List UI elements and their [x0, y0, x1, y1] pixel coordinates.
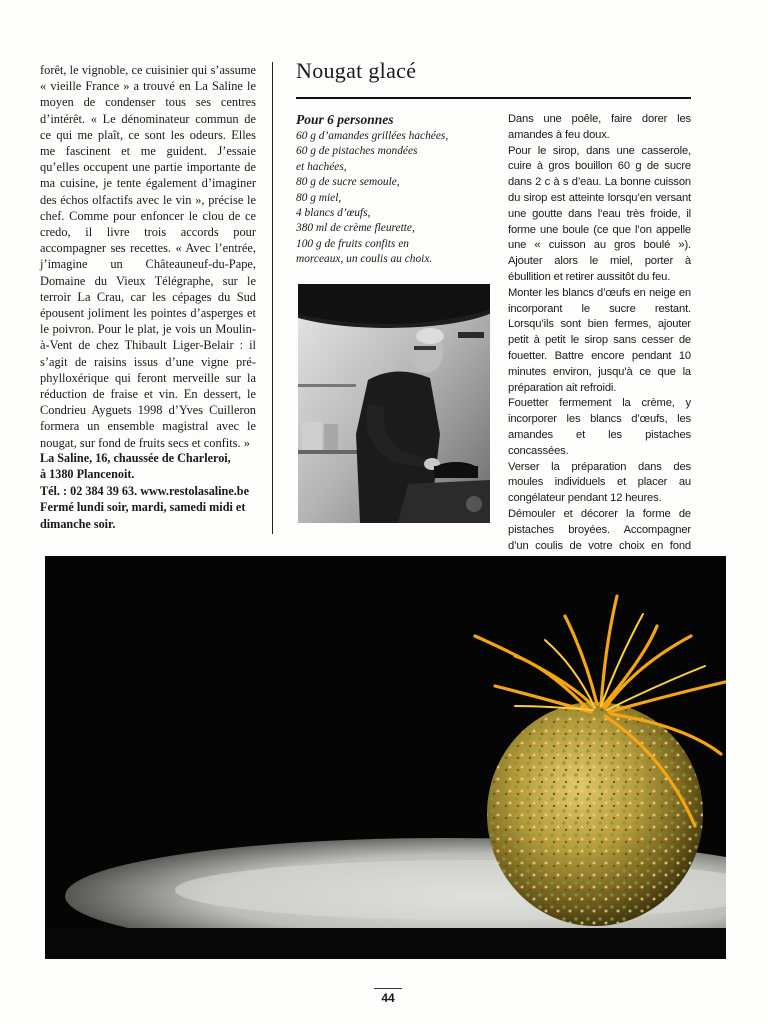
article-text: [40, 62, 256, 451]
instruction-step: Monter les blancs d’œufs en neige en incorporant le sucre restant. Lorsqu’ils sont bien fermes, ajouter petit à petit le sirop sans cesser de fouetter. Battre encore pendant 10 minutes environ, jusqu’à ce que la préparation ait refroidi.: [508, 286, 691, 394]
recipe-instructions: [508, 112, 691, 570]
address-line: dimanche soir.: [40, 516, 116, 531]
ingredient-line: 4 blancs d’œufs,: [296, 207, 371, 220]
chef-photo-graphic: [298, 284, 490, 523]
page-number-rule: [374, 988, 402, 989]
dessert-photo: [45, 556, 726, 959]
address-line: Fermé lundi soir, mardi, samedi midi et: [40, 500, 246, 515]
ingredient-line: 100 g de fruits confits en: [296, 237, 409, 250]
ingredient-line: et hachées,: [296, 160, 347, 173]
recipe-title: Nougat glacé: [296, 58, 417, 83]
instruction-step: Dans une poêle, faire dorer les amandes à feu doux.: [508, 113, 691, 141]
instruction-step: Démouler et décorer la forme de pistaches broyées. Accompagner d’un coulis de votre choix en fond: [508, 507, 691, 552]
servings-heading: Pour 6 personnes: [296, 112, 394, 127]
ingredient-line: 80 g miel,: [296, 191, 342, 204]
instruction-step: Fouetter fermement la crème, y incorporer les blancs d’œufs, les amandes et les pistaches concassées.: [508, 397, 691, 457]
page-number: 44: [381, 991, 395, 1005]
ingredient-line: 60 g de pistaches mondées: [296, 145, 418, 158]
ingredient-line: 80 g de sucre semoule,: [296, 176, 400, 189]
address-line: à 1380 Plancenoit.: [40, 467, 135, 482]
instruction-step: Pour le sirop, dans une casserole, cuire à gros bouillon 60 g de sucre dans 2 c à s d’eau. La bonne cuisson du sirop est atteinte lorsqu’en versant une goutte dans l’eau très froide, il forme une boule (ce que l’on appelle une « cuisson au gros boulé »). Ajouter alors le miel, porter à ébullition et retirer aussitôt du feu.: [508, 144, 691, 283]
ingredient-line: 60 g d’amandes grillées hachées,: [296, 130, 449, 142]
address-line: La Saline, 16, chaussée de Charleroi,: [40, 451, 231, 465]
article-paragraph: forêt, le vignoble, ce cuisinier qui s’assume « vieille France » a trouvé en La Saline le moyen de condenser tous ses centres d’intérêt. « Le dénominateur commun de ce qui me plaît, ce sont les odeurs. Elles me fascinent et me guident. J’essaie qu’elles occupent une partie importante de ma cuisine, je tente également d’imaginer des échos olfactifs avec le vin », précise le chef. Comme pour enfoncer le clou de ce credo, il livre trois accords pour accompagner ses recettes. « Avec l’entrée, j’imagine un Châteauneuf-du-Pape, Domaine du Vieux Télégraphe, sur le terroir La Crau, car les cépages du Sud épousent joliment les pointes d’asperges et le poivron. Pour le plat, je vois un Moulin-à-Vent de chez Thibault Liger-Belair : il s’agit de raisins issus d’une vigne pré-phylloxérique qui feront merveille sur la réduction de fraise et vin. En dessert, le Condrieu Ayguets 1998 d’Yves Cuilleron formera un ensemble magistral avec le nougat, sur fond de fruits secs et confits. »: [40, 63, 256, 450]
column-divider: [272, 62, 273, 534]
chef-photo: [298, 284, 490, 523]
ingredient-line: 380 ml de crème fleurette,: [296, 222, 415, 235]
restaurant-address: [40, 450, 262, 532]
instruction-step: Verser la préparation dans des moules individuels et placer au congélateur pendant 12 heures.: [508, 460, 691, 505]
ingredient-line: morceaux, un coulis au choix.: [296, 253, 433, 266]
title-rule: [296, 97, 691, 99]
nougat-photo-graphic: [45, 556, 726, 959]
ingredient-list: [296, 129, 496, 268]
address-line: Tél. : 02 384 39 63. www.restolasaline.be: [40, 483, 249, 498]
